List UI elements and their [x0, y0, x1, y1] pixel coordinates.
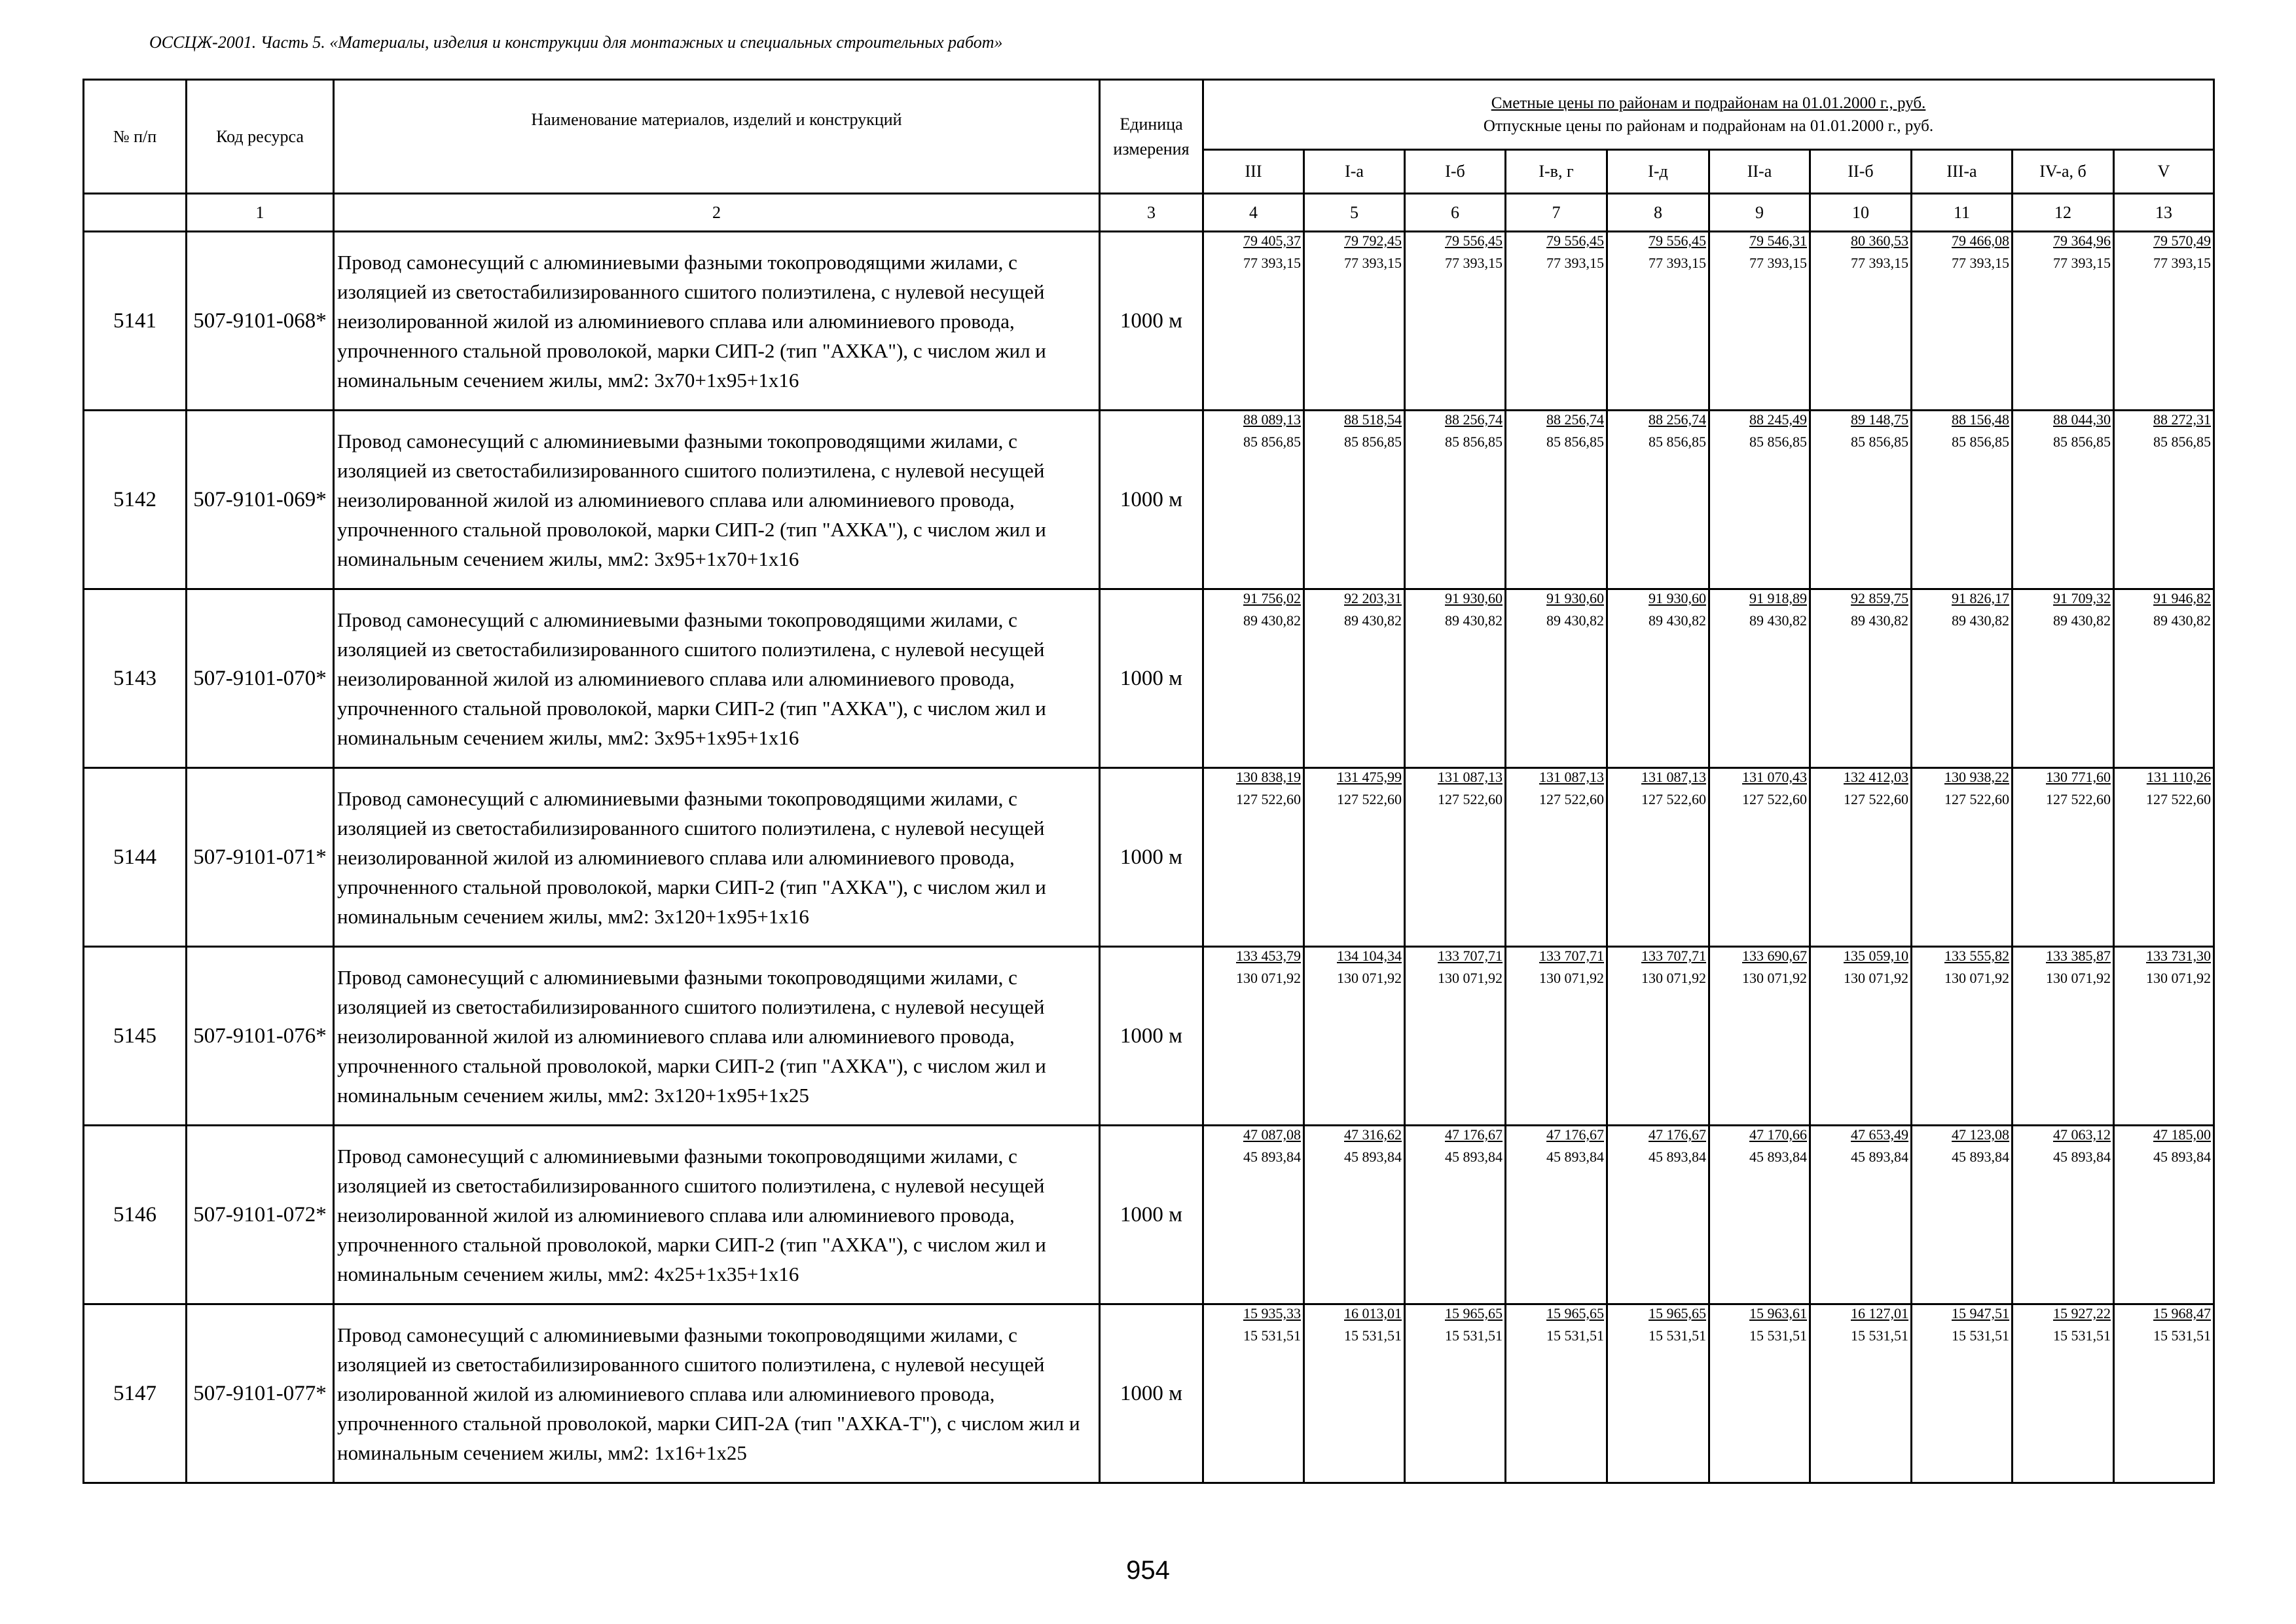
estimate-price: 133 707,71: [1539, 948, 1604, 964]
estimate-price: 134 104,34: [1337, 948, 1402, 964]
estimate-price: 47 063,12: [2053, 1126, 2111, 1143]
estimate-price: 79 556,45: [1445, 232, 1503, 249]
estimate-price: 130 938,22: [1944, 769, 2009, 785]
row-number: 5141: [84, 232, 187, 411]
estimate-price: 91 826,17: [1952, 590, 2009, 606]
price-cell: [1912, 1304, 2013, 1483]
price-cell: [1203, 768, 1304, 947]
table-row: [84, 768, 2214, 947]
release-price: 127 522,60: [2046, 791, 2111, 807]
column-number: 10: [1810, 194, 1912, 232]
price-cell: [2114, 411, 2214, 589]
estimate-price: 88 272,31: [2153, 411, 2212, 428]
estimate-price: 91 918,89: [1749, 590, 1807, 606]
row-number: 5146: [84, 1126, 187, 1304]
column-number: 7: [1506, 194, 1607, 232]
estimate-price: 88 089,13: [1243, 411, 1301, 428]
release-price: 77 393,15: [1952, 255, 2009, 271]
price-cell: [2114, 1304, 2214, 1483]
release-price: 15 531,51: [1749, 1327, 1807, 1344]
price-cell: [1203, 589, 1304, 768]
release-price: 130 071,92: [1742, 970, 1807, 986]
estimate-price: 133 385,87: [2046, 948, 2111, 964]
estimate-price: 131 070,43: [1742, 769, 1807, 785]
estimate-price: 47 185,00: [2153, 1126, 2212, 1143]
release-price: 45 893,84: [1445, 1149, 1503, 1165]
price-cell: [2013, 232, 2114, 411]
price-cell: [1607, 947, 1709, 1126]
release-price: 77 393,15: [1851, 255, 1908, 271]
estimate-price: 47 123,08: [1952, 1126, 2009, 1143]
price-cell: [1607, 1126, 1709, 1304]
estimate-price: 15 947,51: [1952, 1305, 2009, 1321]
material-name: Провод самонесущий с алюминиевыми фазными токопроводящими жилами, с изоляцией из светостабилизированного сшитого полиэтилена, с нулевой несущей неизолированной жилой из алюминиевого сплава или алюминиевого провода, упрочненного стальной проволокой, марки СИП-2 (тип "АХКА"), с числом жил и номинальным сечением жилы, мм2: 3х95+1х70+1х16: [334, 411, 1100, 589]
unit-of-measure: 1000 м: [1100, 768, 1203, 947]
price-table: [82, 79, 2215, 1484]
price-cell: [1405, 1126, 1506, 1304]
estimate-price: 79 556,45: [1546, 232, 1604, 249]
estimate-price: 133 690,67: [1742, 948, 1807, 964]
price-cell: [1810, 768, 1912, 947]
price-cell: [1304, 411, 1405, 589]
estimate-price: 15 965,65: [1546, 1305, 1604, 1321]
estimate-price: 47 176,67: [1546, 1126, 1604, 1143]
price-cell: [1912, 232, 2013, 411]
release-price: 45 893,84: [1546, 1149, 1604, 1165]
price-cell: [1810, 232, 1912, 411]
table-body: [84, 232, 2214, 1483]
release-price: 130 071,92: [2146, 970, 2212, 986]
row-number: 5143: [84, 589, 187, 768]
estimate-price: 92 859,75: [1851, 590, 1908, 606]
release-price: 15 531,51: [1344, 1327, 1402, 1344]
price-cell: [1912, 589, 2013, 768]
unit-of-measure: 1000 м: [1100, 589, 1203, 768]
price-cell: [1506, 947, 1607, 1126]
release-price: 127 522,60: [1944, 791, 2009, 807]
release-price: 89 430,82: [1243, 612, 1301, 629]
column-number: 1: [187, 194, 334, 232]
release-price: 89 430,82: [2153, 612, 2212, 629]
column-number: 3: [1100, 194, 1203, 232]
price-cell: [1506, 589, 1607, 768]
estimate-price: 132 412,03: [1844, 769, 1908, 785]
estimate-price: 131 087,13: [1438, 769, 1503, 785]
price-cell: [1203, 1126, 1304, 1304]
estimate-price: 89 148,75: [1851, 411, 1908, 428]
estimate-price: 88 518,54: [1344, 411, 1402, 428]
release-price: 15 531,51: [2153, 1327, 2212, 1344]
price-cell: [1709, 232, 1810, 411]
price-cell: [2114, 768, 2214, 947]
estimate-price: 79 546,31: [1749, 232, 1807, 249]
price-cell: [1203, 232, 1304, 411]
release-price: 45 893,84: [1344, 1149, 1402, 1165]
col-header-name: Наименование материалов, изделий и конструкций: [334, 80, 1100, 194]
price-cell: [1810, 1126, 1912, 1304]
release-price: 89 430,82: [1851, 612, 1908, 629]
table-row: [84, 1126, 2214, 1304]
release-price: 85 856,85: [2053, 434, 2111, 450]
estimate-price: 16 013,01: [1344, 1305, 1402, 1321]
prices-release-title: Отпускные цены по районам и подрайонам на 01.01.2000 г., руб.: [1483, 117, 1934, 135]
estimate-price: 91 930,60: [1649, 590, 1706, 606]
release-price: 77 393,15: [1445, 255, 1503, 271]
release-price: 127 522,60: [1641, 791, 1706, 807]
estimate-price: 79 556,45: [1649, 232, 1706, 249]
col-header-prices: [1203, 80, 2214, 150]
estimate-price: 47 176,67: [1445, 1126, 1503, 1143]
release-price: 127 522,60: [2146, 791, 2212, 807]
estimate-price: 80 360,53: [1851, 232, 1908, 249]
release-price: 45 893,84: [1649, 1149, 1706, 1165]
price-cell: [1709, 411, 1810, 589]
release-price: 130 071,92: [2046, 970, 2111, 986]
price-cell: [1709, 1304, 1810, 1483]
material-name: Провод самонесущий с алюминиевыми фазными токопроводящими жилами, с изоляцией из светостабилизированного сшитого полиэтилена, с нулевой несущей неизолированной жилой из алюминиевого сплава или алюминиевого провода, упрочненного стальной проволокой, марки СИП-2 (тип "АХКА"), с числом жил и номинальным сечением жилы, мм2: 3х95+1х95+1х16: [334, 589, 1100, 768]
column-number: 4: [1203, 194, 1304, 232]
price-cell: [1304, 1304, 1405, 1483]
column-number: 13: [2114, 194, 2214, 232]
estimate-price: 131 475,99: [1337, 769, 1402, 785]
resource-code: 507-9101-070*: [187, 589, 334, 768]
table-row: [84, 947, 2214, 1126]
column-number: 8: [1607, 194, 1709, 232]
estimate-price: 16 127,01: [1851, 1305, 1908, 1321]
price-cell: [1709, 768, 1810, 947]
region-header: I-д: [1607, 150, 1709, 194]
unit-of-measure: 1000 м: [1100, 1126, 1203, 1304]
estimate-price: 47 653,49: [1851, 1126, 1908, 1143]
price-cell: [1506, 1304, 1607, 1483]
release-price: 77 393,15: [1749, 255, 1807, 271]
price-cell: [1203, 1304, 1304, 1483]
price-cell: [2013, 1126, 2114, 1304]
estimate-price: 15 963,61: [1749, 1305, 1807, 1321]
estimate-price: 133 707,71: [1641, 948, 1706, 964]
release-price: 127 522,60: [1438, 791, 1503, 807]
resource-code: 507-9101-076*: [187, 947, 334, 1126]
release-price: 89 430,82: [1546, 612, 1604, 629]
price-cell: [1607, 232, 1709, 411]
price-cell: [2114, 1126, 2214, 1304]
release-price: 85 856,85: [1952, 434, 2009, 450]
estimate-price: 130 838,19: [1236, 769, 1301, 785]
price-cell: [1810, 411, 1912, 589]
price-cell: [1405, 1304, 1506, 1483]
estimate-price: 15 935,33: [1243, 1305, 1301, 1321]
estimate-price: 79 405,37: [1243, 232, 1301, 249]
price-cell: [1912, 768, 2013, 947]
estimate-price: 79 570,49: [2153, 232, 2212, 249]
price-cell: [1405, 947, 1506, 1126]
estimate-price: 91 930,60: [1546, 590, 1604, 606]
material-name: Провод самонесущий с алюминиевыми фазными токопроводящими жилами, с изоляцией из светостабилизированного сшитого полиэтилена, с нулевой несущей неизолированной жилой из алюминиевого сплава или алюминиевого провода, упрочненного стальной проволокой, марки СИП-2 (тип "АХКА"), с числом жил и номинальным сечением жилы, мм2: 3х120+1х95+1х25: [334, 947, 1100, 1126]
estimate-price: 79 364,96: [2053, 232, 2111, 249]
estimate-price: 88 256,74: [1546, 411, 1604, 428]
material-name: Провод самонесущий с алюминиевыми фазными токопроводящими жилами, с изоляцией из светостабилизированного сшитого полиэтилена, с нулевой несущей неизолированной жилой из алюминиевого сплава или алюминиевого провода, упрочненного стальной проволокой, марки СИП-2 (тип "АХКА"), с числом жил и номинальным сечением жилы, мм2: 4х25+1х35+1х16: [334, 1126, 1100, 1304]
release-price: 85 856,85: [1546, 434, 1604, 450]
price-cell: [1304, 589, 1405, 768]
column-number: 2: [334, 194, 1100, 232]
price-cell: [1203, 411, 1304, 589]
estimate-price: 88 156,48: [1952, 411, 2009, 428]
release-price: 130 071,92: [1539, 970, 1604, 986]
resource-code: 507-9101-069*: [187, 411, 334, 589]
release-price: 130 071,92: [1236, 970, 1301, 986]
col-header-code: Код ресурса: [187, 80, 334, 194]
region-header: V: [2114, 150, 2214, 194]
estimate-price: 131 087,13: [1539, 769, 1604, 785]
price-cell: [2114, 947, 2214, 1126]
estimate-price: 133 453,79: [1236, 948, 1301, 964]
estimate-price: 131 110,26: [2146, 769, 2212, 785]
price-cell: [1607, 411, 1709, 589]
price-cell: [1203, 947, 1304, 1126]
estimate-price: 88 256,74: [1445, 411, 1503, 428]
table-row: [84, 1304, 2214, 1483]
price-cell: [1709, 1126, 1810, 1304]
page-number: 954: [1126, 1556, 1170, 1585]
header-row: [84, 80, 2214, 150]
price-cell: [2013, 411, 2114, 589]
col-header-no: № п/п: [84, 80, 187, 194]
release-price: 15 531,51: [1546, 1327, 1604, 1344]
estimate-price: 79 466,08: [1952, 232, 2009, 249]
release-price: 15 531,51: [1445, 1327, 1503, 1344]
price-cell: [1304, 232, 1405, 411]
region-header: II-б: [1810, 150, 1912, 194]
row-number: 5145: [84, 947, 187, 1126]
estimate-price: 15 965,65: [1649, 1305, 1706, 1321]
document-header: ОССЦЖ-2001. Часть 5. «Материалы, изделия и конструкции для монтажных и специальных строительных работ»: [149, 33, 1003, 52]
price-cell: [1506, 1126, 1607, 1304]
price-cell: [1304, 768, 1405, 947]
region-header: II-а: [1709, 150, 1810, 194]
estimate-price: 88 256,74: [1649, 411, 1706, 428]
column-number: 12: [2013, 194, 2114, 232]
price-cell: [2013, 1304, 2114, 1483]
price-cell: [1607, 1304, 1709, 1483]
estimate-price: 91 946,82: [2153, 590, 2212, 606]
estimate-price: 131 087,13: [1641, 769, 1706, 785]
region-header: I-б: [1405, 150, 1506, 194]
resource-code: 507-9101-072*: [187, 1126, 334, 1304]
estimate-price: 79 792,45: [1344, 232, 1402, 249]
release-price: 127 522,60: [1844, 791, 1908, 807]
release-price: 130 071,92: [1641, 970, 1706, 986]
estimate-price: 47 316,62: [1344, 1126, 1402, 1143]
material-name: Провод самонесущий с алюминиевыми фазными токопроводящими жилами, с изоляцией из светостабилизированного сшитого полиэтилена, с нулевой несущей неизолированной жилой из алюминиевого сплава или алюминиевого провода, упрочненного стальной проволокой, марки СИП-2 (тип "АХКА"), с числом жил и номинальным сечением жилы, мм2: 3х70+1х95+1х16: [334, 232, 1100, 411]
estimate-price: 15 968,47: [2153, 1305, 2212, 1321]
price-cell: [1912, 411, 2013, 589]
release-price: 127 522,60: [1236, 791, 1301, 807]
region-header: III-а: [1912, 150, 2013, 194]
table-row: [84, 589, 2214, 768]
release-price: 89 430,82: [1749, 612, 1807, 629]
column-number: [84, 194, 187, 232]
release-price: 127 522,60: [1337, 791, 1402, 807]
region-header: IV-а, б: [2013, 150, 2114, 194]
region-header: I-в, г: [1506, 150, 1607, 194]
resource-code: 507-9101-071*: [187, 768, 334, 947]
price-cell: [1810, 947, 1912, 1126]
estimate-price: 47 087,08: [1243, 1126, 1301, 1143]
price-cell: [1506, 411, 1607, 589]
estimate-price: 92 203,31: [1344, 590, 1402, 606]
release-price: 89 430,82: [1649, 612, 1706, 629]
price-cell: [1709, 589, 1810, 768]
release-price: 85 856,85: [2153, 434, 2212, 450]
release-price: 15 531,51: [1243, 1327, 1301, 1344]
release-price: 77 393,15: [1243, 255, 1301, 271]
estimate-price: 88 044,30: [2053, 411, 2111, 428]
price-cell: [1304, 947, 1405, 1126]
release-price: 15 531,51: [1952, 1327, 2009, 1344]
prices-estimate-title: Сметные цены по районам и подрайонам на 01.01.2000 г., руб.: [1491, 94, 1926, 112]
release-price: 130 071,92: [1438, 970, 1503, 986]
estimate-price: 133 555,82: [1944, 948, 2009, 964]
release-price: 127 522,60: [1742, 791, 1807, 807]
estimate-price: 47 170,66: [1749, 1126, 1807, 1143]
unit-of-measure: 1000 м: [1100, 232, 1203, 411]
estimate-price: 91 709,32: [2053, 590, 2111, 606]
release-price: 45 893,84: [2153, 1149, 2212, 1165]
release-price: 45 893,84: [2053, 1149, 2111, 1165]
release-price: 130 071,92: [1844, 970, 1908, 986]
price-cell: [2114, 232, 2214, 411]
release-price: 127 522,60: [1539, 791, 1604, 807]
release-price: 89 430,82: [1344, 612, 1402, 629]
estimate-price: 133 707,71: [1438, 948, 1503, 964]
release-price: 15 531,51: [2053, 1327, 2111, 1344]
unit-of-measure: 1000 м: [1100, 1304, 1203, 1483]
price-cell: [1810, 1304, 1912, 1483]
material-name: Провод самонесущий с алюминиевыми фазными токопроводящими жилами, с изоляцией из светостабилизированного сшитого полиэтилена, с нулевой несущей неизолированной жилой из алюминиевого сплава или алюминиевого провода, упрочненного стальной проволокой, марки СИП-2 (тип "АХКА"), с числом жил и номинальным сечением жилы, мм2: 3х120+1х95+1х16: [334, 768, 1100, 947]
release-price: 77 393,15: [2153, 255, 2212, 271]
row-number: 5147: [84, 1304, 187, 1483]
price-cell: [1506, 768, 1607, 947]
release-price: 130 071,92: [1944, 970, 2009, 986]
price-cell: [2013, 589, 2114, 768]
estimate-price: 133 731,30: [2146, 948, 2212, 964]
price-cell: [1607, 768, 1709, 947]
release-price: 89 430,82: [1445, 612, 1503, 629]
price-cell: [2114, 589, 2214, 768]
release-price: 89 430,82: [1952, 612, 2009, 629]
estimate-price: 15 927,22: [2053, 1305, 2111, 1321]
release-price: 77 393,15: [1649, 255, 1706, 271]
price-cell: [1405, 232, 1506, 411]
row-number: 5144: [84, 768, 187, 947]
release-price: 77 393,15: [2053, 255, 2111, 271]
table-row: [84, 411, 2214, 589]
table-row: [84, 232, 2214, 411]
release-price: 130 071,92: [1337, 970, 1402, 986]
release-price: 85 856,85: [1445, 434, 1503, 450]
column-number-row: [84, 194, 2214, 232]
resource-code: 507-9101-068*: [187, 232, 334, 411]
release-price: 85 856,85: [1851, 434, 1908, 450]
price-cell: [1405, 411, 1506, 589]
column-number: 5: [1304, 194, 1405, 232]
price-cell: [1709, 947, 1810, 1126]
release-price: 85 856,85: [1243, 434, 1301, 450]
row-number: 5142: [84, 411, 187, 589]
price-cell: [1304, 1126, 1405, 1304]
release-price: 89 430,82: [2053, 612, 2111, 629]
estimate-price: 91 930,60: [1445, 590, 1503, 606]
release-price: 45 893,84: [1952, 1149, 2009, 1165]
price-cell: [1912, 947, 2013, 1126]
price-cell: [1810, 589, 1912, 768]
price-cell: [1405, 768, 1506, 947]
region-header: I-а: [1304, 150, 1405, 194]
estimate-price: 91 756,02: [1243, 590, 1301, 606]
release-price: 15 531,51: [1649, 1327, 1706, 1344]
release-price: 85 856,85: [1344, 434, 1402, 450]
price-cell: [2013, 947, 2114, 1126]
release-price: 77 393,15: [1344, 255, 1402, 271]
estimate-price: 47 176,67: [1649, 1126, 1706, 1143]
column-number: 11: [1912, 194, 2013, 232]
price-cell: [1912, 1126, 2013, 1304]
estimate-price: 88 245,49: [1749, 411, 1807, 428]
resource-code: 507-9101-077*: [187, 1304, 334, 1483]
unit-of-measure: 1000 м: [1100, 947, 1203, 1126]
release-price: 45 893,84: [1749, 1149, 1807, 1165]
unit-of-measure: 1000 м: [1100, 411, 1203, 589]
estimate-price: 135 059,10: [1844, 948, 1908, 964]
material-name: Провод самонесущий с алюминиевыми фазными токопроводящими жилами, с изоляцией из светостабилизированного сшитого полиэтилена, с нулевой несущей изолированной жилой из алюминиевого сплава или алюминиевого провода, упрочненного стальной проволокой, марки СИП-2А (тип "АХКА-Т"), с числом жил и номинальным сечением жилы, мм2: 1х16+1х25: [334, 1304, 1100, 1483]
release-price: 45 893,84: [1851, 1149, 1908, 1165]
price-cell: [1405, 589, 1506, 768]
estimate-price: 15 965,65: [1445, 1305, 1503, 1321]
release-price: 85 856,85: [1749, 434, 1807, 450]
price-cell: [2013, 768, 2114, 947]
release-price: 85 856,85: [1649, 434, 1706, 450]
price-cell: [1607, 589, 1709, 768]
col-header-unit: Единица измерения: [1100, 80, 1203, 194]
column-number: 6: [1405, 194, 1506, 232]
release-price: 45 893,84: [1243, 1149, 1301, 1165]
price-cell: [1506, 232, 1607, 411]
release-price: 15 531,51: [1851, 1327, 1908, 1344]
column-number: 9: [1709, 194, 1810, 232]
release-price: 77 393,15: [1546, 255, 1604, 271]
region-header: III: [1203, 150, 1304, 194]
estimate-price: 130 771,60: [2046, 769, 2111, 785]
